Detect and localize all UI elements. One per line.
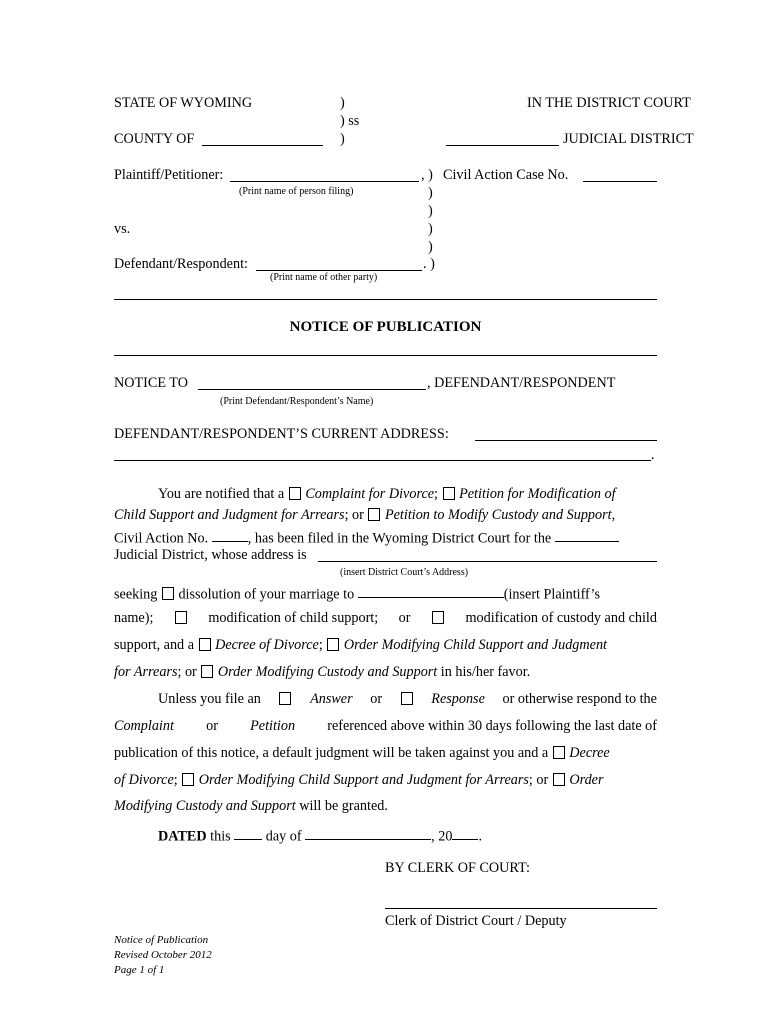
- decree-checkbox[interactable]: [553, 746, 565, 759]
- petition-custody-checkbox[interactable]: [368, 508, 380, 521]
- case-number-label: Civil Action Case No.: [443, 167, 569, 183]
- this-word: this: [210, 828, 231, 845]
- vs-label: vs.: [114, 221, 131, 237]
- modifying-custody: Modifying Custody and Support: [114, 798, 296, 814]
- mod-custody-checkbox[interactable]: [432, 611, 444, 624]
- case-separator: , ): [421, 167, 433, 183]
- unless-text: Unless you file an: [158, 691, 261, 707]
- defendant-name-field[interactable]: [256, 270, 422, 271]
- dated-label: DATED: [158, 828, 207, 845]
- defendant-name-field[interactable]: [198, 389, 426, 390]
- footer-form-name: Notice of Publication: [114, 934, 209, 946]
- period: .: [478, 828, 482, 845]
- year-prefix: , 20: [431, 828, 453, 845]
- order-child-label: Order Modifying Child Support and Judgment: [343, 637, 607, 653]
- complaint-label: Complaint for Divorce: [305, 486, 435, 502]
- order-child-full-label: Order Modifying Child Support and Judgment for Arrears: [198, 772, 529, 788]
- or-word: or: [398, 610, 411, 626]
- judicial-district-text: Judicial District, whose address is: [114, 547, 307, 563]
- address-end: .: [651, 447, 655, 463]
- order-custody-label: Order Modifying Custody and Support: [217, 664, 438, 680]
- in-favor: in his/her favor.: [440, 664, 531, 680]
- decree-checkbox[interactable]: [199, 638, 211, 651]
- decree-label: Decree of Divorce: [215, 637, 319, 653]
- order-child-checkbox[interactable]: [327, 638, 339, 651]
- publication-text: publication of this notice, a default judgment will be taken against you and a: [114, 745, 549, 761]
- county-label: COUNTY OF: [114, 131, 195, 147]
- filed-text: , has been filed in the Wyoming District Court for the: [247, 530, 552, 547]
- month-field[interactable]: [305, 826, 431, 840]
- insert-plaintiff-hint: (insert Plaintiff’s: [503, 586, 601, 603]
- clerk-signature-field[interactable]: [385, 908, 657, 909]
- decree-word: Decree: [569, 745, 610, 761]
- response-checkbox[interactable]: [401, 692, 413, 705]
- p1-intro: You are notified that a: [158, 486, 285, 502]
- complaint-checkbox[interactable]: [289, 487, 301, 500]
- address-label: DEFENDANT/RESPONDENT’S CURRENT ADDRESS:: [114, 426, 449, 442]
- footer-page: Page 1 of 1: [114, 964, 165, 976]
- caption-paren: ): [340, 95, 345, 111]
- state-label: STATE OF WYOMING: [114, 95, 253, 111]
- petition-word: Petition: [250, 718, 296, 734]
- caption-paren: ): [428, 221, 433, 237]
- punctuation: ;: [173, 772, 178, 788]
- petition-custody-label: Petition to Modify Custody and Support: [384, 507, 612, 523]
- otherwise-text: or otherwise respond to the: [502, 691, 657, 707]
- support-and-a: support, and a: [114, 637, 194, 653]
- answer-checkbox[interactable]: [279, 692, 291, 705]
- county-blank[interactable]: [202, 145, 323, 146]
- address-hint: (insert District Court’s Address): [340, 567, 469, 578]
- court-address-field[interactable]: [318, 561, 657, 562]
- or-word: ; or: [344, 507, 364, 523]
- petition-modification-checkbox[interactable]: [443, 487, 455, 500]
- civil-action-label: Civil Action No.: [114, 530, 209, 547]
- plaintiff-name-field[interactable]: [358, 584, 504, 598]
- seeking-word: seeking: [114, 586, 158, 603]
- referenced-text: referenced above within 30 days following the last date of: [327, 718, 657, 734]
- punctuation: ,: [611, 507, 616, 523]
- district-blank[interactable]: [446, 145, 559, 146]
- plaintiff-name-field[interactable]: [230, 181, 419, 182]
- will-be-granted: will be granted.: [299, 798, 388, 814]
- footer-revision: Revised October 2012: [114, 949, 212, 961]
- judicial-district-field[interactable]: [555, 528, 619, 542]
- year-field[interactable]: [452, 826, 478, 840]
- order-custody-checkbox[interactable]: [201, 665, 213, 678]
- day-of: day of: [265, 828, 302, 845]
- caption-paren: ): [428, 239, 433, 255]
- top-rule: [114, 299, 657, 300]
- notice-name-hint: (Print Defendant/Respondent’s Name): [220, 396, 374, 407]
- mod-custody-text: modification of custody and child: [465, 610, 657, 626]
- petition-modification-label: Petition for Modification of: [459, 486, 616, 502]
- punctuation: ;: [434, 486, 438, 502]
- caption-paren: ): [428, 203, 433, 219]
- bottom-rule: [114, 355, 657, 356]
- response-label: Response: [431, 691, 485, 707]
- complaint-word: Complaint: [114, 718, 174, 734]
- child-support-judgment-label: Child Support and Judgment for Arrears: [114, 507, 345, 523]
- or-word: or: [206, 718, 218, 734]
- court-label: IN THE DISTRICT COURT: [527, 95, 691, 111]
- caption-paren: ): [340, 131, 345, 147]
- order-custody-checkbox[interactable]: [553, 773, 565, 786]
- dissolution-text: dissolution of your marriage to: [178, 586, 355, 603]
- defendant-end: . ): [423, 256, 435, 272]
- dissolution-checkbox[interactable]: [162, 587, 174, 600]
- notice-to-label: NOTICE TO: [114, 375, 188, 391]
- day-field[interactable]: [234, 826, 262, 840]
- order-word: Order: [569, 772, 604, 788]
- judicial-district-label: JUDICIAL DISTRICT: [563, 131, 694, 147]
- document-title: NOTICE OF PUBLICATION: [289, 319, 482, 335]
- civil-action-number-field[interactable]: [212, 528, 248, 542]
- caption-paren: ): [428, 185, 433, 201]
- by-clerk-label: BY CLERK OF COURT:: [385, 860, 530, 876]
- address-field-1[interactable]: [475, 440, 657, 441]
- punctuation: ;: [318, 637, 323, 653]
- ss-label: ) ss: [340, 113, 360, 129]
- of-divorce: of Divorce: [114, 772, 174, 788]
- answer-label: Answer: [310, 691, 353, 707]
- or-word: ; or: [528, 772, 549, 788]
- plaintiff-label: Plaintiff/Petitioner:: [114, 167, 224, 183]
- mod-child-support-text: modification of child support;: [208, 610, 379, 626]
- name-paren: name);: [114, 610, 154, 626]
- mod-child-support-checkbox[interactable]: [175, 611, 187, 624]
- plaintiff-hint: (Print name of person filing): [239, 186, 354, 197]
- or-word: ; or: [177, 664, 197, 680]
- order-child-checkbox[interactable]: [182, 773, 194, 786]
- or-word: or: [370, 691, 383, 707]
- case-number-field[interactable]: [583, 181, 657, 182]
- clerk-line-label: Clerk of District Court / Deputy: [385, 913, 567, 929]
- for-arrears: for Arrears: [114, 664, 178, 680]
- defendant-hint: (Print name of other party): [270, 272, 378, 283]
- defendant-label: Defendant/Respondent:: [114, 256, 248, 272]
- notice-to-end: , DEFENDANT/RESPONDENT: [427, 375, 616, 391]
- address-field-2[interactable]: [114, 460, 651, 461]
